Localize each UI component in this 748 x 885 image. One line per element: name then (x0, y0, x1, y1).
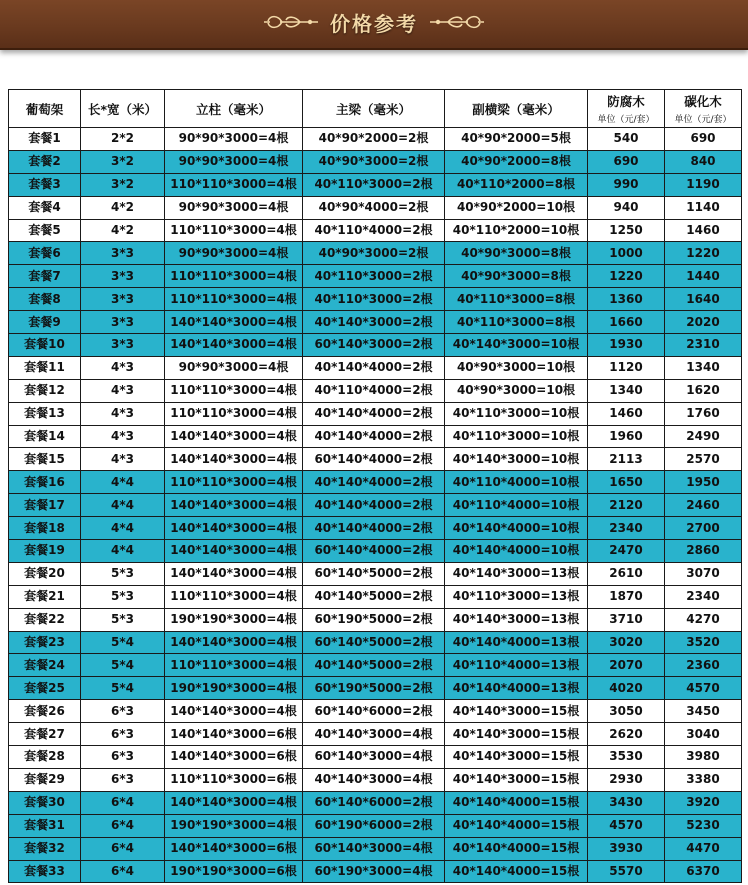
header-cell: 主梁（毫米） (303, 90, 445, 128)
table-cell: 40*110*4000=2根 (303, 379, 445, 402)
table-cell: 套餐8 (9, 288, 81, 311)
table-cell: 40*90*3000=2根 (303, 150, 445, 173)
table-cell: 套餐33 (9, 860, 81, 883)
table-cell: 60*190*5000=2根 (303, 677, 445, 700)
table-cell: 5*3 (81, 562, 165, 585)
table-cell: 1190 (665, 173, 742, 196)
table-cell: 4020 (588, 677, 665, 700)
table-cell: 2340 (588, 517, 665, 540)
table-cell: 90*90*3000=4根 (165, 242, 303, 265)
table-cell: 6*4 (81, 837, 165, 860)
table-cell: 3710 (588, 608, 665, 631)
table-row (9, 562, 742, 585)
table-cell: 690 (588, 150, 665, 173)
right-flourish-icon (428, 12, 488, 32)
table-cell: 2860 (665, 540, 742, 563)
table-cell: 140*140*3000=4根 (165, 448, 303, 471)
header-cell: 葡萄架 (9, 90, 81, 128)
table-cell: 40*110*3000=10根 (445, 402, 588, 425)
table-cell: 40*140*4000=2根 (303, 517, 445, 540)
table-cell: 40*90*3000=2根 (303, 242, 445, 265)
table-cell: 3530 (588, 746, 665, 769)
table-cell: 40*90*3000=10根 (445, 356, 588, 379)
table-cell: 3*3 (81, 288, 165, 311)
table-cell: 套餐22 (9, 608, 81, 631)
table-cell: 40*140*3000=13根 (445, 608, 588, 631)
table-cell: 3430 (588, 791, 665, 814)
table-cell: 6*4 (81, 791, 165, 814)
table-row (9, 540, 742, 563)
table-cell: 2460 (665, 494, 742, 517)
table-cell: 60*140*4000=2根 (303, 448, 445, 471)
table-cell: 40*140*3000=4根 (303, 768, 445, 791)
table-cell: 套餐10 (9, 334, 81, 357)
table-cell: 40*110*2000=8根 (445, 173, 588, 196)
table-cell: 110*110*3000=4根 (165, 265, 303, 288)
table-cell: 1220 (588, 265, 665, 288)
table-cell: 1360 (588, 288, 665, 311)
table-cell: 40*140*3000=2根 (303, 311, 445, 334)
table-cell: 2490 (665, 425, 742, 448)
table-cell: 5*3 (81, 585, 165, 608)
table-cell: 套餐30 (9, 791, 81, 814)
table-cell: 1120 (588, 356, 665, 379)
table-cell: 4570 (588, 814, 665, 837)
table-cell: 4*4 (81, 494, 165, 517)
table-cell: 3050 (588, 700, 665, 723)
table-cell: 90*90*3000=4根 (165, 356, 303, 379)
table-cell: 3*3 (81, 311, 165, 334)
table-cell: 1000 (588, 242, 665, 265)
table-cell: 套餐27 (9, 723, 81, 746)
table-cell: 3980 (665, 746, 742, 769)
table-cell: 840 (665, 150, 742, 173)
table-cell: 4*4 (81, 517, 165, 540)
table-cell: 5*3 (81, 608, 165, 631)
table-cell: 1220 (665, 242, 742, 265)
table-cell: 4*3 (81, 448, 165, 471)
table-row (9, 448, 742, 471)
table-cell: 110*110*3000=4根 (165, 654, 303, 677)
table-cell: 110*110*3000=4根 (165, 471, 303, 494)
table-cell: 40*110*3000=8根 (445, 311, 588, 334)
table-cell: 60*190*3000=4根 (303, 860, 445, 883)
table-cell: 3020 (588, 631, 665, 654)
table-cell: 40*110*3000=10根 (445, 425, 588, 448)
table-cell: 2*2 (81, 128, 165, 151)
table-cell: 2340 (665, 585, 742, 608)
unit-label: 单位（元/套） (597, 115, 655, 125)
table-cell: 套餐5 (9, 219, 81, 242)
header-cell: 副横梁（毫米） (445, 90, 588, 128)
table-cell: 40*140*4000=15根 (445, 791, 588, 814)
table-cell: 40*110*3000=13根 (445, 585, 588, 608)
table-cell: 190*190*3000=6根 (165, 860, 303, 883)
table-cell: 60*140*4000=2根 (303, 540, 445, 563)
table-cell: 140*140*3000=4根 (165, 311, 303, 334)
table-cell: 2570 (665, 448, 742, 471)
table-cell: 40*110*4000=10根 (445, 471, 588, 494)
table-cell: 4*2 (81, 196, 165, 219)
table-cell: 套餐11 (9, 356, 81, 379)
table-row (9, 631, 742, 654)
table-cell: 2113 (588, 448, 665, 471)
table-cell: 1340 (665, 356, 742, 379)
table-cell: 1460 (665, 219, 742, 242)
table-cell: 6*3 (81, 700, 165, 723)
table-cell: 2070 (588, 654, 665, 677)
table-cell: 5*4 (81, 677, 165, 700)
table-row (9, 150, 742, 173)
table-cell: 3930 (588, 837, 665, 860)
table-cell: 40*110*4000=13根 (445, 654, 588, 677)
table-cell: 140*140*3000=4根 (165, 517, 303, 540)
table-cell: 6370 (665, 860, 742, 883)
table-cell: 3920 (665, 791, 742, 814)
table-cell: 40*110*2000=10根 (445, 219, 588, 242)
table-row (9, 837, 742, 860)
table-cell: 40*110*4000=10根 (445, 494, 588, 517)
table-cell: 3040 (665, 723, 742, 746)
header-cell: 防腐木 单位（元/套） (588, 90, 665, 128)
price-table (8, 89, 742, 883)
table-cell: 套餐21 (9, 585, 81, 608)
table-cell: 3*2 (81, 173, 165, 196)
table-cell: 140*140*3000=6根 (165, 723, 303, 746)
table-cell: 5230 (665, 814, 742, 837)
table-cell: 套餐6 (9, 242, 81, 265)
table-cell: 1870 (588, 585, 665, 608)
table-cell: 2310 (665, 334, 742, 357)
table-cell: 6*3 (81, 768, 165, 791)
table-cell: 140*140*3000=4根 (165, 425, 303, 448)
table-cell: 2620 (588, 723, 665, 746)
table-cell: 1250 (588, 219, 665, 242)
table-cell: 40*140*3000=15根 (445, 746, 588, 769)
table-cell: 40*110*3000=2根 (303, 265, 445, 288)
table-cell: 套餐20 (9, 562, 81, 585)
table-row (9, 814, 742, 837)
table-cell: 6*4 (81, 860, 165, 883)
table-cell: 60*190*6000=2根 (303, 814, 445, 837)
banner-title-group (0, 0, 748, 44)
table-row (9, 196, 742, 219)
table-cell: 套餐19 (9, 540, 81, 563)
table-cell: 40*140*4000=2根 (303, 471, 445, 494)
table-cell: 190*190*3000=4根 (165, 677, 303, 700)
table-cell: 40*110*3000=8根 (445, 288, 588, 311)
table-cell: 40*110*4000=2根 (303, 219, 445, 242)
table-row (9, 768, 742, 791)
table-cell: 40*140*4000=15根 (445, 860, 588, 883)
table-cell: 6*3 (81, 723, 165, 746)
table-cell: 90*90*3000=4根 (165, 128, 303, 151)
table-cell: 60*140*3000=4根 (303, 746, 445, 769)
table-cell: 套餐2 (9, 150, 81, 173)
table-cell: 套餐16 (9, 471, 81, 494)
table-cell: 套餐25 (9, 677, 81, 700)
table-cell: 690 (665, 128, 742, 151)
table-cell: 6*4 (81, 814, 165, 837)
table-cell: 60*190*5000=2根 (303, 608, 445, 631)
table-row (9, 379, 742, 402)
table-cell: 40*140*4000=15根 (445, 814, 588, 837)
table-cell: 40*140*4000=2根 (303, 494, 445, 517)
table-header-row (9, 90, 742, 128)
table-cell: 4*3 (81, 356, 165, 379)
table-cell: 套餐17 (9, 494, 81, 517)
table-cell: 40*90*2000=8根 (445, 150, 588, 173)
table-cell: 140*140*3000=6根 (165, 746, 303, 769)
table-cell: 套餐28 (9, 746, 81, 769)
table-cell: 40*140*3000=4根 (303, 723, 445, 746)
table-cell: 110*110*3000=4根 (165, 402, 303, 425)
table-cell: 40*90*3000=8根 (445, 265, 588, 288)
table-cell: 40*140*5000=2根 (303, 654, 445, 677)
table-cell: 1620 (665, 379, 742, 402)
table-cell: 110*110*3000=6根 (165, 768, 303, 791)
table-cell: 1650 (588, 471, 665, 494)
table-cell: 110*110*3000=4根 (165, 288, 303, 311)
table-cell: 140*140*3000=4根 (165, 334, 303, 357)
table-cell: 40*140*4000=10根 (445, 517, 588, 540)
table-cell: 60*140*6000=2根 (303, 791, 445, 814)
table-cell: 540 (588, 128, 665, 151)
table-row (9, 471, 742, 494)
table-cell: 1460 (588, 402, 665, 425)
table-cell: 套餐14 (9, 425, 81, 448)
table-cell: 110*110*3000=4根 (165, 585, 303, 608)
table-cell: 4470 (665, 837, 742, 860)
table-cell: 套餐32 (9, 837, 81, 860)
table-cell: 40*90*2000=2根 (303, 128, 445, 151)
table-cell: 40*110*3000=2根 (303, 173, 445, 196)
table-cell: 990 (588, 173, 665, 196)
table-cell: 40*110*3000=2根 (303, 288, 445, 311)
table-cell: 90*90*3000=4根 (165, 196, 303, 219)
table-row (9, 173, 742, 196)
table-cell: 4*3 (81, 402, 165, 425)
table-cell: 40*140*3000=15根 (445, 768, 588, 791)
table-cell: 1760 (665, 402, 742, 425)
table-cell: 1960 (588, 425, 665, 448)
table-row (9, 677, 742, 700)
table-cell: 40*140*4000=15根 (445, 837, 588, 860)
table-cell: 190*190*3000=4根 (165, 814, 303, 837)
table-cell: 套餐18 (9, 517, 81, 540)
table-cell: 140*140*3000=4根 (165, 540, 303, 563)
table-cell: 5570 (588, 860, 665, 883)
table-row (9, 494, 742, 517)
table-cell: 1140 (665, 196, 742, 219)
table-cell: 60*140*3000=4根 (303, 837, 445, 860)
table-cell: 2360 (665, 654, 742, 677)
table-cell: 40*90*2000=5根 (445, 128, 588, 151)
table-row (9, 242, 742, 265)
header-cell: 立柱（毫米） (165, 90, 303, 128)
table-cell: 140*140*3000=4根 (165, 791, 303, 814)
table-cell: 套餐9 (9, 311, 81, 334)
table-cell: 2700 (665, 517, 742, 540)
table-row (9, 425, 742, 448)
table-cell: 4*3 (81, 379, 165, 402)
table-cell: 40*140*3000=15根 (445, 723, 588, 746)
table-cell: 1640 (665, 288, 742, 311)
table-cell: 40*140*4000=13根 (445, 677, 588, 700)
table-cell: 110*110*3000=4根 (165, 173, 303, 196)
table-cell: 4*4 (81, 471, 165, 494)
header-cell: 长*宽（米） (81, 90, 165, 128)
table-cell: 940 (588, 196, 665, 219)
table-row (9, 860, 742, 883)
table-row (9, 791, 742, 814)
table-cell: 40*90*3000=10根 (445, 379, 588, 402)
page-title: 价格参考 (330, 11, 418, 36)
table-row (9, 128, 742, 151)
table-cell: 40*140*3000=10根 (445, 448, 588, 471)
table-cell: 40*90*2000=10根 (445, 196, 588, 219)
table-cell: 套餐23 (9, 631, 81, 654)
table-cell: 2930 (588, 768, 665, 791)
table-cell: 套餐4 (9, 196, 81, 219)
table-row (9, 746, 742, 769)
table-cell: 3*3 (81, 265, 165, 288)
table-cell: 套餐7 (9, 265, 81, 288)
table-cell: 140*140*3000=4根 (165, 631, 303, 654)
table-cell: 4*3 (81, 425, 165, 448)
table-row (9, 654, 742, 677)
table-cell: 40*140*3000=15根 (445, 700, 588, 723)
table-cell: 套餐13 (9, 402, 81, 425)
table-cell: 60*140*6000=2根 (303, 700, 445, 723)
table-cell: 2470 (588, 540, 665, 563)
table-cell: 套餐26 (9, 700, 81, 723)
table-cell: 40*140*4000=2根 (303, 356, 445, 379)
table-cell: 190*190*3000=4根 (165, 608, 303, 631)
table-row (9, 517, 742, 540)
table-cell: 1930 (588, 334, 665, 357)
table-cell: 1950 (665, 471, 742, 494)
table-cell: 3070 (665, 562, 742, 585)
table-cell: 2020 (665, 311, 742, 334)
table-cell: 2120 (588, 494, 665, 517)
table-cell: 1340 (588, 379, 665, 402)
table-row (9, 608, 742, 631)
unit-label: 单位（元/套） (674, 115, 732, 125)
title-banner (0, 0, 748, 50)
table-cell: 40*90*3000=8根 (445, 242, 588, 265)
table-cell: 套餐12 (9, 379, 81, 402)
table-cell: 3*3 (81, 242, 165, 265)
table-cell: 140*140*3000=4根 (165, 494, 303, 517)
table-cell: 40*140*5000=2根 (303, 585, 445, 608)
table-row (9, 356, 742, 379)
table-cell: 6*3 (81, 746, 165, 769)
table-cell: 40*140*4000=10根 (445, 540, 588, 563)
table-cell: 40*90*4000=2根 (303, 196, 445, 219)
table-cell: 套餐31 (9, 814, 81, 837)
table-row (9, 402, 742, 425)
table-cell: 3*3 (81, 334, 165, 357)
table-cell: 3520 (665, 631, 742, 654)
table-cell: 5*4 (81, 654, 165, 677)
table-cell: 140*140*3000=4根 (165, 700, 303, 723)
table-cell: 套餐29 (9, 768, 81, 791)
table-cell: 60*140*5000=2根 (303, 631, 445, 654)
table-cell: 40*140*3000=13根 (445, 562, 588, 585)
table-cell: 90*90*3000=4根 (165, 150, 303, 173)
table-row (9, 219, 742, 242)
table-cell: 4*4 (81, 540, 165, 563)
table-row (9, 334, 742, 357)
table-row (9, 265, 742, 288)
table-row (9, 585, 742, 608)
table-cell: 4570 (665, 677, 742, 700)
table-cell: 2610 (588, 562, 665, 585)
table-cell: 套餐24 (9, 654, 81, 677)
table-cell: 套餐3 (9, 173, 81, 196)
table-cell: 3380 (665, 768, 742, 791)
table-cell: 140*140*3000=6根 (165, 837, 303, 860)
table-cell: 40*140*4000=13根 (445, 631, 588, 654)
table-cell: 40*140*4000=2根 (303, 425, 445, 448)
left-flourish-icon (260, 12, 320, 32)
table-cell: 套餐1 (9, 128, 81, 151)
table-cell: 3*2 (81, 150, 165, 173)
table-row (9, 700, 742, 723)
table-cell: 1440 (665, 265, 742, 288)
table-cell: 110*110*3000=4根 (165, 379, 303, 402)
table-cell: 40*140*4000=2根 (303, 402, 445, 425)
table-cell: 4*2 (81, 219, 165, 242)
table-cell: 套餐15 (9, 448, 81, 471)
table-cell: 3450 (665, 700, 742, 723)
table-cell: 4270 (665, 608, 742, 631)
table-row (9, 311, 742, 334)
table-cell: 40*140*3000=10根 (445, 334, 588, 357)
table-row (9, 723, 742, 746)
table-cell: 5*4 (81, 631, 165, 654)
table-cell: 1660 (588, 311, 665, 334)
table-cell: 60*140*5000=2根 (303, 562, 445, 585)
header-cell: 碳化木 单位（元/套） (665, 90, 742, 128)
table-cell: 140*140*3000=4根 (165, 562, 303, 585)
table-row (9, 288, 742, 311)
table-cell: 60*140*3000=2根 (303, 334, 445, 357)
table-cell: 110*110*3000=4根 (165, 219, 303, 242)
